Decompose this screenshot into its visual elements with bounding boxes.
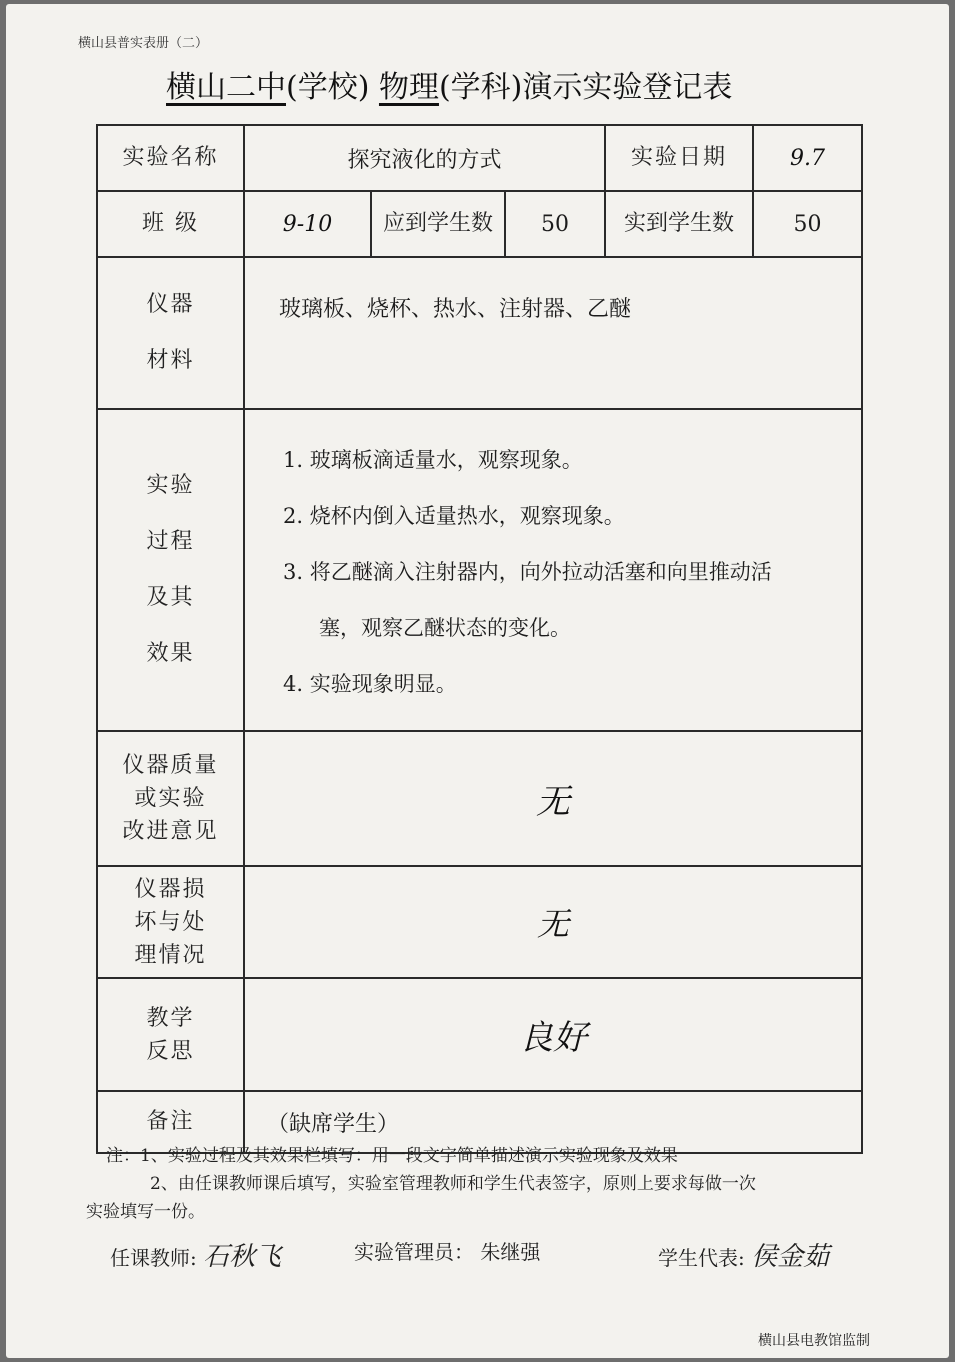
damage-label-line: 坏与处 (134, 909, 207, 935)
student-signature: 侯金茹 (751, 1242, 830, 1272)
notes (86, 1142, 886, 1226)
class-value: 9-10 (244, 191, 371, 257)
actual-students-value: 50 (753, 191, 862, 257)
row-class (97, 191, 862, 257)
teacher-signature-block (110, 1236, 281, 1273)
row-damage (97, 866, 862, 978)
step-item: 3. 将乙醚滴入注射器内，向外拉动活塞和向里推动活 (283, 560, 772, 584)
quality-label-line: 仪器质量 (122, 753, 219, 778)
title-school: 横山二中 (166, 70, 286, 105)
note-line: 2、由任课教师课后填写，实验室管理教师和学生代表签字，原则上要求每做一次 (150, 1174, 756, 1194)
process-label-line: 过程 (146, 529, 195, 554)
damage-value: 无 (244, 866, 862, 978)
teacher-signature: 石秋飞 (203, 1242, 282, 1272)
reflection-label (97, 978, 244, 1091)
registration-table (96, 124, 863, 1154)
title-school-suffix: (学校) (286, 70, 370, 105)
admin-signature-block (354, 1236, 540, 1265)
quality-label-line: 改进意见 (122, 819, 219, 844)
title-tail: 演示实验登记表 (522, 70, 733, 105)
exp-date-value: 9.7 (753, 125, 862, 191)
process-label-line: 及其 (146, 585, 195, 610)
quality-label-line: 或实验 (134, 786, 207, 811)
class-label: 班 级 (97, 191, 244, 257)
materials-value: 玻璃板、烧杯、热水、注射器、乙醚 (244, 257, 862, 409)
title-subject-suffix: (学科) (438, 70, 523, 105)
damage-label-line: 仪器损 (134, 876, 207, 902)
damage-label-line: 理情况 (134, 942, 207, 968)
step-item: 4. 实验现象明显。 (283, 672, 457, 696)
row-quality (97, 731, 862, 866)
header-small-text: 横山县普实表册（二） (78, 36, 209, 51)
step-item-continued: 塞，观察乙醚状态的变化。 (319, 616, 571, 640)
title-subject: 物理 (378, 70, 439, 105)
process-label-line: 效果 (146, 641, 195, 666)
quality-value: 无 (244, 731, 862, 866)
materials-label-line: 材料 (146, 348, 195, 373)
reflection-label-line: 反思 (146, 1038, 195, 1064)
document-title (166, 62, 732, 106)
row-materials (97, 257, 862, 409)
teacher-label: 任课教师: (110, 1246, 197, 1270)
expected-students-value: 50 (505, 191, 605, 257)
note-line: 实验填写一份。 (86, 1202, 205, 1222)
process-steps (244, 409, 862, 731)
damage-label (97, 866, 244, 978)
admin-name: 朱继强 (480, 1240, 541, 1264)
exp-name-label: 实验名称 (97, 125, 244, 191)
expected-students-label: 应到学生数 (371, 191, 505, 257)
row-reflection (97, 978, 862, 1091)
actual-students-label: 实到学生数 (605, 191, 753, 257)
row-experiment-name (97, 125, 862, 191)
step-item: 2. 烧杯内倒入适量热水，观察现象。 (283, 504, 625, 528)
step-item: 1. 玻璃板滴适量水，观察现象。 (283, 448, 583, 472)
admin-label: 实验管理员： (354, 1240, 474, 1264)
footer-text: 横山县电教馆监制 (758, 1333, 870, 1349)
document-page (6, 4, 949, 1358)
materials-label (97, 257, 244, 409)
exp-date-label: 实验日期 (605, 125, 753, 191)
process-label (97, 409, 244, 731)
materials-label-line: 仪器 (146, 292, 195, 317)
quality-label (97, 731, 244, 866)
student-label: 学生代表: (658, 1246, 745, 1270)
remark-value: （缺席学生） (244, 1091, 862, 1153)
remark-label: 备注 (97, 1091, 244, 1153)
exp-name-value: 探究液化的方式 (244, 125, 605, 191)
note-line: 注：1、实验过程及其效果栏填写：用一段文字简单描述演示实验现象及效果 (106, 1146, 678, 1166)
reflection-value: 良好 (244, 978, 862, 1091)
process-label-line: 实验 (146, 473, 195, 498)
row-process (97, 409, 862, 731)
reflection-label-line: 教学 (146, 1005, 195, 1031)
student-signature-block (658, 1236, 829, 1273)
